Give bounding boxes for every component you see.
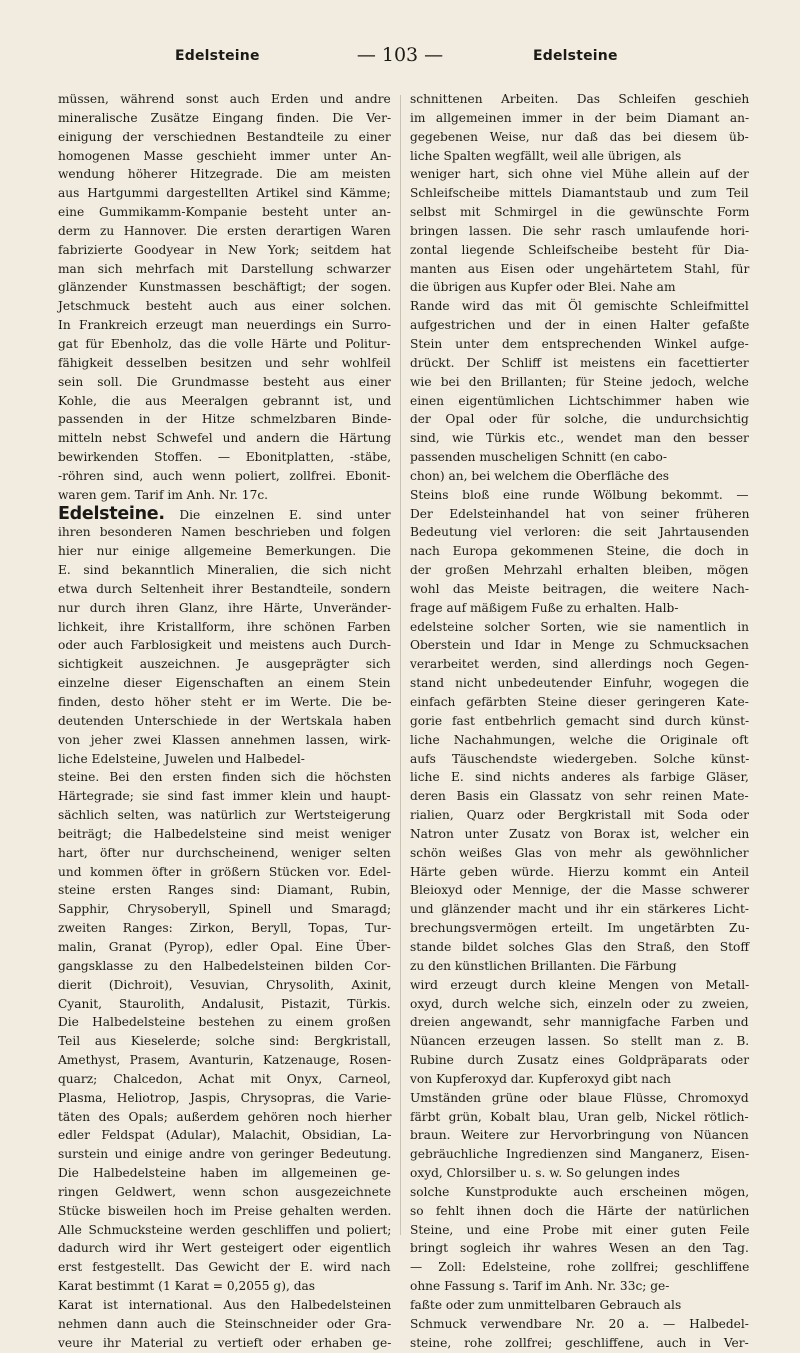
text-line: Die Halbedelsteine bestehen zu einem großen bbox=[58, 1015, 391, 1030]
text-line: liche Nachahmungen, welche die Originale oft bbox=[410, 732, 749, 747]
text-line: oxyd, durch welche sich, einzeln oder zu zweien, bbox=[410, 996, 749, 1011]
text-line: so fehlt ihnen doch die Härte der natürlichen bbox=[410, 1203, 750, 1218]
text-line: verarbeitet werden, sind allerdings noch Gegen- bbox=[410, 657, 749, 672]
text-line: Härte geben würde. Hierzu kommt ein Anteil bbox=[410, 864, 750, 879]
text-line: steine, rohe zollfrei; geschliffene, auch in Ver- bbox=[410, 1335, 749, 1350]
text-line: surstein und einige andre von geringer Bedeutung. bbox=[58, 1147, 392, 1162]
header-left-title: Edelsteine bbox=[175, 48, 260, 64]
text-line: Die Halbedelsteine haben im allgemeinen ge- bbox=[58, 1166, 391, 1181]
header-right-title: Edelsteine bbox=[533, 48, 618, 64]
text-line: E. sind bekanntlich Mineralien, die sich nicht bbox=[58, 563, 391, 578]
text-line: bringt sogleich ihr wahres Wesen an den Tag. bbox=[410, 1241, 749, 1256]
text-line: mineralische Zusätze Eingang finden. Die Ver- bbox=[58, 110, 392, 125]
text-line: derm zu Hannover. Die ersten derartigen Waren bbox=[58, 223, 391, 238]
text-line: nach Europa gekommenen Steine, die doch in bbox=[410, 544, 749, 559]
text-line: nehmen dann auch die Steinschneider oder Gra- bbox=[58, 1316, 392, 1331]
text-line: edler Feldspat (Adular), Malachit, Obsidian, La- bbox=[58, 1128, 392, 1143]
text-line: bewirkenden Stoffen. — Ebonitplatten, -stäbe, bbox=[58, 450, 392, 465]
text-line: drückt. Der Schliff ist meistens ein facettierter bbox=[410, 355, 749, 370]
text-line: Bleioxyd oder Mennige, der die Masse schwerer bbox=[410, 883, 750, 898]
text-line: schnittenen Arbeiten. Das Schleifen geschieh bbox=[410, 92, 750, 106]
text-line: dreien angewandt, sehr mannigfache Farben und bbox=[410, 1015, 749, 1030]
entry-heading-line: Edelsteine. Die einzelnen E. sind unter bbox=[58, 503, 391, 524]
text-line: nur durch ihren Glanz, ihre Härte, Unveränder- bbox=[58, 600, 392, 615]
text-line: braun. Weitere zur Hervorbringung von Nüancen bbox=[410, 1128, 749, 1143]
text-line: gorie fast entbehrlich gemacht sind durch künst- bbox=[410, 713, 750, 728]
text-line: wird erzeugt durch kleine Mengen von Metall- bbox=[410, 977, 750, 992]
text-line: dadurch wird ihr Wert gesteigert oder eigentlich bbox=[58, 1241, 392, 1256]
text-line: täten des Opals; außerdem gehören noch hierher bbox=[58, 1109, 392, 1124]
text-line: einigung der verschiednen Bestandteile zu einer bbox=[58, 129, 391, 144]
text-line: müssen, während sonst auch Erden und andre bbox=[58, 92, 391, 106]
text-line: Rande wird das mit Öl gemischte Schleifmittel bbox=[410, 299, 749, 314]
text-line: hier nur einige allgemeine Bemerkungen. Die bbox=[58, 544, 391, 559]
text-line: gebräuchliche Ingredienzen sind Manganerz, Eisen- bbox=[410, 1147, 750, 1162]
text-line: ihren besonderen Namen beschrieben und folgen bbox=[58, 525, 391, 540]
text-line: passenden muscheligen Schnitt (en cabo- bbox=[410, 450, 667, 465]
text-line: Amethyst, Prasem, Avanturin, Katzenauge, Rosen- bbox=[58, 1053, 392, 1068]
text-line: im allgemeinen immer in der beim Diamant an- bbox=[410, 110, 750, 125]
text-line: beiträgt; die Halbedelsteine sind meist weniger bbox=[58, 826, 391, 841]
text-line: die übrigen aus Kupfer oder Blei. Nahe am bbox=[410, 280, 676, 295]
text-line: steine ersten Ranges sind: Diamant, Rubin, bbox=[58, 883, 391, 898]
text-line: und kommen öfter in größern Stücken vor. Edel- bbox=[58, 864, 391, 879]
text-line: oder auch Farblosigkeit und meistens auch Durch- bbox=[58, 638, 391, 653]
text-line: Teil aus Kieselerde; solche sind: Bergkristall, bbox=[58, 1034, 391, 1049]
text-line: einzelne dieser Eigenschaften an einem Stein bbox=[58, 676, 391, 691]
page-number: — 103 — bbox=[356, 44, 444, 66]
text-line: aus Hartgummi dargestellten Artikel sind Kämme; bbox=[58, 186, 391, 201]
text-line: Sapphir, Chrysoberyll, Spinell und Smaragd; bbox=[58, 902, 392, 917]
text-line: der Opal oder für solche, die undurchsichtig bbox=[410, 412, 749, 427]
text-line: stand nicht unbedeutender Einfuhr, wogegen die bbox=[410, 676, 749, 691]
text-line: aufs Täuschendste wiedergeben. Solche künst- bbox=[410, 751, 750, 766]
text-line: — Zoll: Edelsteine, rohe zollfrei; geschliffene bbox=[410, 1260, 750, 1275]
text-line: und glänzender macht und ihr ein stärkeres Licht- bbox=[410, 902, 750, 917]
text-line: erst festgestellt. Das Gewicht der E. wird nach bbox=[58, 1260, 391, 1275]
text-line: Steine, und eine Probe mit einer guten Feile bbox=[410, 1222, 750, 1237]
text-line: Schleifscheibe mittels Diamantstaub und zum Teil bbox=[410, 186, 749, 201]
text-line: aufgestrichen und der in einen Halter gefaßte bbox=[410, 318, 750, 333]
text-line: sichtigkeit auszeichnen. Je ausgeprägter sich bbox=[58, 657, 391, 672]
text-line: Härtegrade; sie sind fast immer klein und haupt- bbox=[58, 789, 391, 804]
text-line: oxyd, Chlorsilber u. s. w. So gelungen indes bbox=[410, 1166, 680, 1181]
text-line: passenden in der Hitze schmelzbaren Binde- bbox=[58, 412, 392, 427]
text-line: -röhren sind, auch wenn poliert, zollfrei. Ebonit- bbox=[58, 468, 391, 483]
right-text-column bbox=[410, 90, 749, 1353]
text-line: malin, Granat (Pyrop), edler Opal. Eine Über- bbox=[58, 939, 391, 954]
text-line: stande bildet solches Glas den Straß, den Stoff bbox=[410, 939, 750, 954]
text-line: zu den künstlichen Brillanten. Die Färbung bbox=[410, 958, 677, 973]
text-line: Jetschmuck besteht auch aus einer solchen. bbox=[58, 299, 392, 314]
text-line: sächlich selten, was natürlich zur Wertsteigerung bbox=[58, 808, 391, 823]
text-line: dierit (Dichroit), Vesuvian, Chrysolith, Axinit, bbox=[58, 977, 392, 992]
text-line: von Kupferoxyd dar. Kupferoxyd gibt nach bbox=[410, 1071, 671, 1086]
text-line: man sich mehrfach mit Darstellung schwarzer bbox=[58, 261, 391, 276]
text-line: In Frankreich erzeugt man neuerdings ein Surro- bbox=[58, 318, 392, 333]
text-line: Stein unter dem entsprechenden Winkel aufge- bbox=[410, 336, 749, 351]
text-line: Schmuck verwendbare Nr. 20 a. — Halbedel- bbox=[410, 1316, 749, 1331]
text-line: Plasma, Heliotrop, Jaspis, Chrysopras, die Varie- bbox=[58, 1090, 392, 1105]
text-line: Umständen grüne oder blaue Flüsse, Chromoxyd bbox=[410, 1090, 749, 1105]
text-line: einen eigentümlichen Lichtschimmer haben wie bbox=[410, 393, 750, 408]
text-line: Nüancen erzeugen lassen. So stellt man z. B. bbox=[410, 1034, 750, 1049]
text-line: homogenen Masse geschieht immer unter An- bbox=[58, 148, 392, 163]
text-line: färbt grün, Kobalt blau, Uran gelb, Nickel rötlich- bbox=[410, 1109, 749, 1124]
text-line: waren gem. Tarif im Anh. Nr. 17c. bbox=[58, 487, 269, 502]
text-line: hart, öfter nur durchscheinend, weniger selten bbox=[58, 845, 391, 860]
text-line: etwa durch Seltenheit ihrer Bestandteile, sondern bbox=[58, 581, 391, 596]
text-line: eine Gummikamm-Kompanie besteht unter an- bbox=[58, 205, 391, 220]
text-line: lichkeit, ihre Kristallform, ihre schönen Farben bbox=[58, 619, 391, 634]
text-line: gat für Ebenholz, das die volle Härte und Politur- bbox=[58, 336, 391, 351]
text-line: wie bei den Brillanten; für Steine jedoch, welche bbox=[410, 374, 749, 389]
text-line: Rubine durch Zusatz eines Goldpräparats oder bbox=[410, 1053, 750, 1068]
text-line: bringen lassen. Die sehr rasch umlaufende hori- bbox=[410, 223, 750, 238]
text-line: brechungsvermögen erteilt. Im ungetärbten Zu- bbox=[410, 921, 750, 936]
text-line: edelsteine solcher Sorten, wie sie namentlich in bbox=[410, 619, 749, 634]
text-line: liche Spalten wegfällt, weil alle übrigen, als bbox=[410, 148, 682, 163]
text-line: gegebenen Weise, nur daß das bei diesem üb- bbox=[410, 129, 749, 144]
text-line: steine. Bei den ersten finden sich die höchsten bbox=[58, 770, 392, 785]
running-header bbox=[0, 44, 800, 72]
text-line: der großen Mehrzahl erhalten bleiben, mögen bbox=[410, 563, 749, 578]
left-text-column bbox=[58, 90, 391, 1353]
text-line: zweiten Ranges: Zirkon, Beryll, Topas, Tur- bbox=[58, 921, 392, 936]
text-line: einfach gefärbten Steine dieser geringeren Kate- bbox=[410, 695, 749, 709]
text-line: Natron unter Zusatz von Borax ist, welcher ein bbox=[410, 826, 750, 841]
text-line: von jeher zwei Klassen annehmen lassen, wirk- bbox=[58, 732, 391, 747]
text-line: deren Basis ein Glassatz von sehr reinen Mate- bbox=[410, 789, 749, 804]
text-line: mitteln nebst Schwefel und andern die Härtung bbox=[58, 431, 392, 446]
text-line: veure ihr Material zu vertieft oder erhaben ge- bbox=[58, 1335, 392, 1350]
text-line: deutenden Unterschiede in der Wertskala haben bbox=[58, 713, 392, 728]
entry-heading: Edelsteine. bbox=[58, 503, 165, 524]
column-divider bbox=[400, 95, 401, 1235]
text-line: sein soll. Die Grundmasse besteht aus einer bbox=[58, 374, 391, 389]
text-line: gangsklasse zu den Halbedelsteinen bilden Cor- bbox=[58, 958, 391, 973]
text-line: wohl das Meiste beitragen, die weitere Nach- bbox=[410, 581, 750, 596]
text-line: liche E. sind nichts anderes als farbige Gläser, bbox=[410, 770, 749, 785]
text-line: Oberstein und Idar in Menge zu Schmucksachen bbox=[410, 638, 749, 653]
text-line: rialien, Quarz oder Bergkristall mit Soda oder bbox=[410, 808, 749, 823]
text-line: selbst mit Schmirgel in die gewünschte Form bbox=[410, 205, 750, 220]
text-line: Karat ist international. Aus den Halbedelsteinen bbox=[58, 1298, 392, 1312]
text-line: weniger hart, sich ohne viel Mühe allein auf der bbox=[410, 167, 749, 182]
text-line: Der Edelsteinhandel hat von seiner früheren bbox=[410, 506, 750, 521]
text-line: ringen Geldwert, wenn schon ausgezeichnete bbox=[58, 1184, 392, 1199]
text-line: fähigkeit desselben besitzen und sehr wohlfeil bbox=[58, 355, 391, 370]
text-line: sind, wie Türkis etc., wendet man den besser bbox=[410, 431, 749, 446]
text-line: liche Edelsteine, Juwelen und Halbedel- bbox=[58, 751, 305, 766]
text-line: glänzender Kunstmassen beschäftigt; der sogen. bbox=[58, 280, 392, 295]
text-line: Cyanit, Staurolith, Andalusit, Pistazit, Türkis. bbox=[58, 996, 391, 1011]
text-line: Kohle, die aus Meeralgen gebrannt ist, und bbox=[58, 393, 392, 408]
text-line: Bedeutung viel verloren: die seit Jahrtausenden bbox=[410, 525, 750, 540]
text-line: wendung höherer Hitzegrade. Die am meisten bbox=[58, 167, 391, 182]
text-line: zontal liegende Schleifscheibe besteht für Dia- bbox=[410, 242, 749, 257]
text-line: manten aus Eisen oder ungehärtetem Stahl, für bbox=[410, 261, 750, 276]
text-line: schön weißes Glas von mehr als gewöhnlicher bbox=[410, 845, 749, 860]
text-line: chon) an, bei welchem die Oberfläche des bbox=[410, 468, 670, 483]
text-line: frage auf mäßigem Fuße zu erhalten. Halb- bbox=[410, 600, 679, 615]
text-line: solche Kunstprodukte auch erscheinen mögen, bbox=[410, 1184, 750, 1199]
text-line: Stücke bisweilen hoch im Preise gehalten werden. bbox=[58, 1203, 392, 1218]
text-line: Karat bestimmt (1 Karat = 0,2055 g), das bbox=[58, 1279, 316, 1294]
text-line: fabrizierte Goodyear in New York; seitdem hat bbox=[58, 242, 391, 257]
text-line: faßte oder zum unmittelbaren Gebrauch als bbox=[410, 1298, 682, 1312]
text-line: Steins bloß eine runde Wölbung bekommt. — bbox=[410, 487, 749, 502]
text-line: ohne Fassung s. Tarif im Anh. Nr. 33c; ge- bbox=[410, 1279, 670, 1294]
text-line: Alle Schmucksteine werden geschliffen und poliert; bbox=[58, 1222, 392, 1237]
text-line: quarz; Chalcedon, Achat mit Onyx, Carneol, bbox=[58, 1071, 391, 1086]
text-line: finden, desto höher steht er im Werte. Die be- bbox=[58, 695, 392, 709]
